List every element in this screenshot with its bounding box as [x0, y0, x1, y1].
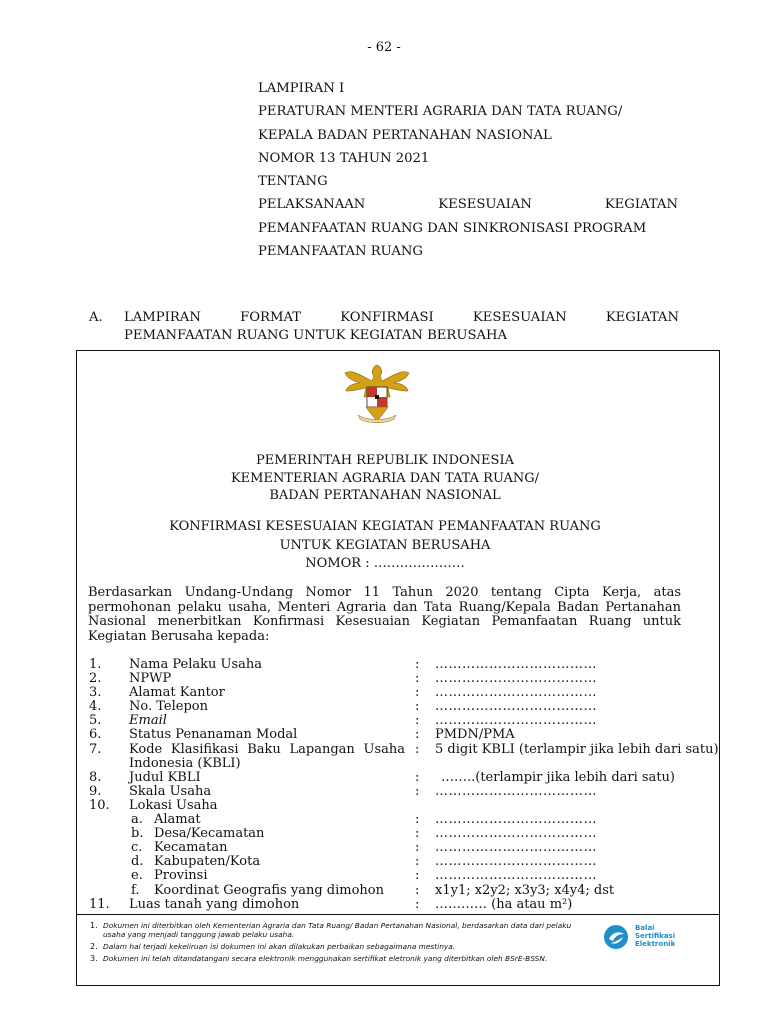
confirmation-form-box: [76, 350, 720, 986]
bsre-logo-icon: [602, 923, 630, 951]
field-colon: :: [415, 727, 420, 743]
header-line: PEMANFAATAN RUANG DAN SINKRONISASI PROGRAM: [258, 220, 647, 236]
header-line: PELAKSANAAN KESESUAIAN KEGIATAN: [258, 197, 678, 213]
field-number: 6.: [89, 727, 102, 743]
field-label: Nama Pelaku Usaha: [129, 657, 262, 672]
field-label: Skala Usaha: [129, 783, 212, 799]
field-colon: :: [415, 882, 420, 898]
field-value: ……..(terlampir jika lebih dari satu): [441, 769, 675, 785]
sub-letter: d.: [131, 854, 144, 870]
field-row: [89, 898, 729, 912]
header-line: TENTANG: [258, 174, 328, 190]
issuer-line: PEMERINTAH REPUBLIK INDONESIA: [256, 453, 514, 468]
field-subrow: [89, 827, 729, 841]
footnote-text: Dalam hal terjadi kekeliruan isi dokumen ini akan dilakukan perbaikan sebagaimana mestinya.: [103, 942, 456, 951]
field-value: ………………………………: [435, 699, 597, 715]
field-value: ………………………………: [435, 783, 597, 799]
field-colon: :: [415, 699, 420, 715]
field-row: [89, 700, 729, 714]
field-value: ………………………………: [435, 657, 597, 672]
field-label: Provinsi: [154, 868, 208, 884]
footnote-number: 1.: [90, 921, 98, 930]
field-label: Email: [129, 713, 167, 729]
header-line: LAMPIRAN I: [258, 81, 345, 96]
field-number: 11.: [89, 896, 110, 912]
field-value: ………………………………: [435, 812, 597, 828]
bsre-logo-text: Balai Sertifikasi Elektronik: [635, 924, 676, 948]
field-row: [89, 743, 729, 771]
footnote: [87, 942, 572, 951]
field-number: 1.: [89, 657, 102, 672]
field-value: 5 digit KBLI (terlampir jika lebih dari satu): [435, 741, 719, 757]
section-title-line: LAMPIRAN FORMAT KONFIRMASI KESESUAIAN KEGIATAN: [124, 310, 679, 325]
field-row: [89, 785, 729, 799]
field-colon: :: [415, 685, 420, 701]
field-label: NPWP: [129, 671, 172, 687]
bsre-logo: [602, 923, 692, 953]
field-row: [89, 728, 729, 742]
field-colon: :: [415, 896, 420, 912]
field-subrow: [89, 884, 729, 898]
field-colon: :: [415, 812, 420, 828]
field-label: Judul KBLI: [129, 769, 201, 785]
field-number: 9.: [89, 783, 102, 799]
field-value: ………………………………: [435, 685, 597, 701]
field-row: [89, 686, 729, 700]
page-number: - 62 -: [367, 40, 401, 55]
field-number: 10.: [89, 797, 110, 813]
field-row: [89, 658, 729, 672]
footnote-text: Dokumen ini diterbitkan oleh Kementerian Agraria dan Tata Ruang/ Badan Pertanahan Nasional, berdasarkan data dari pelaku usaha yang menjadi tanggung jawab pelaku usaha.: [103, 921, 572, 939]
field-number: 2.: [89, 671, 102, 687]
field-number: 7.: [89, 741, 102, 757]
title-line: KONFIRMASI KESESUAIAN KEGIATAN PEMANFAATAN RUANG: [169, 519, 601, 534]
field-row: [89, 771, 729, 785]
footnote-number: 2.: [90, 942, 98, 951]
header-line: KEPALA BADAN PERTANAHAN NASIONAL: [258, 127, 552, 143]
field-label: No. Telepon: [129, 699, 208, 715]
field-number: 4.: [89, 699, 102, 715]
field-number: 3.: [89, 685, 102, 701]
header-line: PEMANFAATAN RUANG: [258, 244, 423, 260]
field-number: 8.: [89, 769, 102, 785]
footnote: [87, 954, 572, 963]
field-label: Alamat: [154, 812, 201, 828]
field-value: PMDN/PMA: [435, 727, 515, 743]
section-title-line: PEMANFAATAN RUANG UNTUK KEGIATAN BERUSAHA: [124, 328, 508, 343]
field-colon: :: [415, 826, 420, 842]
header-line: PERATURAN MENTERI AGRARIA DAN TATA RUANG/: [258, 104, 623, 120]
field-colon: :: [415, 671, 420, 687]
sub-letter: b.: [131, 826, 144, 842]
header-line: NOMOR 13 TAHUN 2021: [258, 150, 430, 166]
garuda-emblem-icon: [342, 361, 412, 427]
field-subrow: [89, 855, 729, 869]
field-label: Kecamatan: [154, 840, 228, 856]
field-value: ………… (ha atau m²): [435, 896, 573, 912]
title-line: UNTUK KEGIATAN BERUSAHA: [279, 537, 491, 553]
sub-letter: c.: [131, 840, 143, 856]
issuer-line: KEMENTERIAN AGRARIA DAN TATA RUANG/: [230, 470, 540, 486]
field-label: Status Penanaman Modal: [129, 727, 298, 743]
section-label: A.: [89, 310, 103, 325]
field-value: ………………………………: [435, 868, 597, 884]
field-colon: :: [415, 741, 420, 757]
field-colon: :: [415, 713, 420, 729]
field-colon: :: [415, 657, 420, 672]
issuer-line: BADAN PERTANAHAN NASIONAL: [269, 488, 501, 503]
field-value: ………………………………: [435, 671, 597, 687]
document-header: [258, 77, 678, 263]
field-colon: :: [415, 840, 420, 856]
section-a-heading: [89, 309, 679, 345]
issuer-block: [77, 452, 693, 505]
field-value: x1y1; x2y2; x3y3; x4y4; dst: [435, 882, 615, 898]
field-label: Lokasi Usaha: [129, 797, 218, 813]
field-subrow: [89, 869, 729, 883]
footnote: [87, 921, 572, 939]
field-value: ………………………………: [435, 854, 597, 870]
field-label: Luas tanah yang dimohon: [129, 896, 300, 912]
sub-letter: f.: [131, 882, 140, 898]
field-subrow: [89, 841, 729, 855]
sub-letter: e.: [131, 868, 143, 884]
document-title: [77, 518, 693, 574]
field-number: 5.: [89, 713, 102, 729]
field-label: Alamat Kantor: [129, 685, 225, 701]
field-label: Desa/Kecamatan: [154, 826, 265, 842]
sub-letter: a.: [131, 812, 143, 828]
footnote-text: Dokumen ini telah ditandatangani secara elektronik menggunakan sertifikat eletronik yang diterbitkan oleh BSrE-BSSN.: [103, 954, 548, 963]
field-colon: :: [415, 868, 420, 884]
document-number: NOMOR : …………………: [305, 556, 465, 571]
field-label: Koordinat Geografis yang dimohon: [154, 882, 384, 898]
field-row: [89, 714, 729, 728]
intro-paragraph: Berdasarkan Undang-Undang Nomor 11 Tahun 2020 tentang Cipta Kerja, atas permohonan pelaku usaha, Menteri Agraria dan Tata Ruang/Kepala Badan Pertanahan Nasional menerbitkan Konfirmasi Kesesuaian Kegiatan Pemanfaatan Ruang untuk Kegiatan Berusaha kepada:: [88, 585, 681, 645]
footnote-number: 3.: [90, 954, 98, 963]
footer-notes-area: [77, 914, 719, 987]
field-value: ………………………………: [435, 713, 597, 729]
field-value: ………………………………: [435, 826, 597, 842]
field-label: Kode Klasifikasi Baku Lapangan Usaha Indonesia (KBLI): [129, 741, 405, 771]
field-list: [89, 658, 729, 912]
field-colon: :: [415, 783, 420, 799]
field-label: Kabupaten/Kota: [154, 854, 261, 870]
field-colon: :: [415, 769, 420, 785]
field-subrow: [89, 813, 729, 827]
field-value: ………………………………: [435, 840, 597, 856]
field-row: [89, 799, 729, 813]
field-colon: :: [415, 854, 420, 870]
field-row: [89, 672, 729, 686]
footnotes: [87, 921, 572, 966]
